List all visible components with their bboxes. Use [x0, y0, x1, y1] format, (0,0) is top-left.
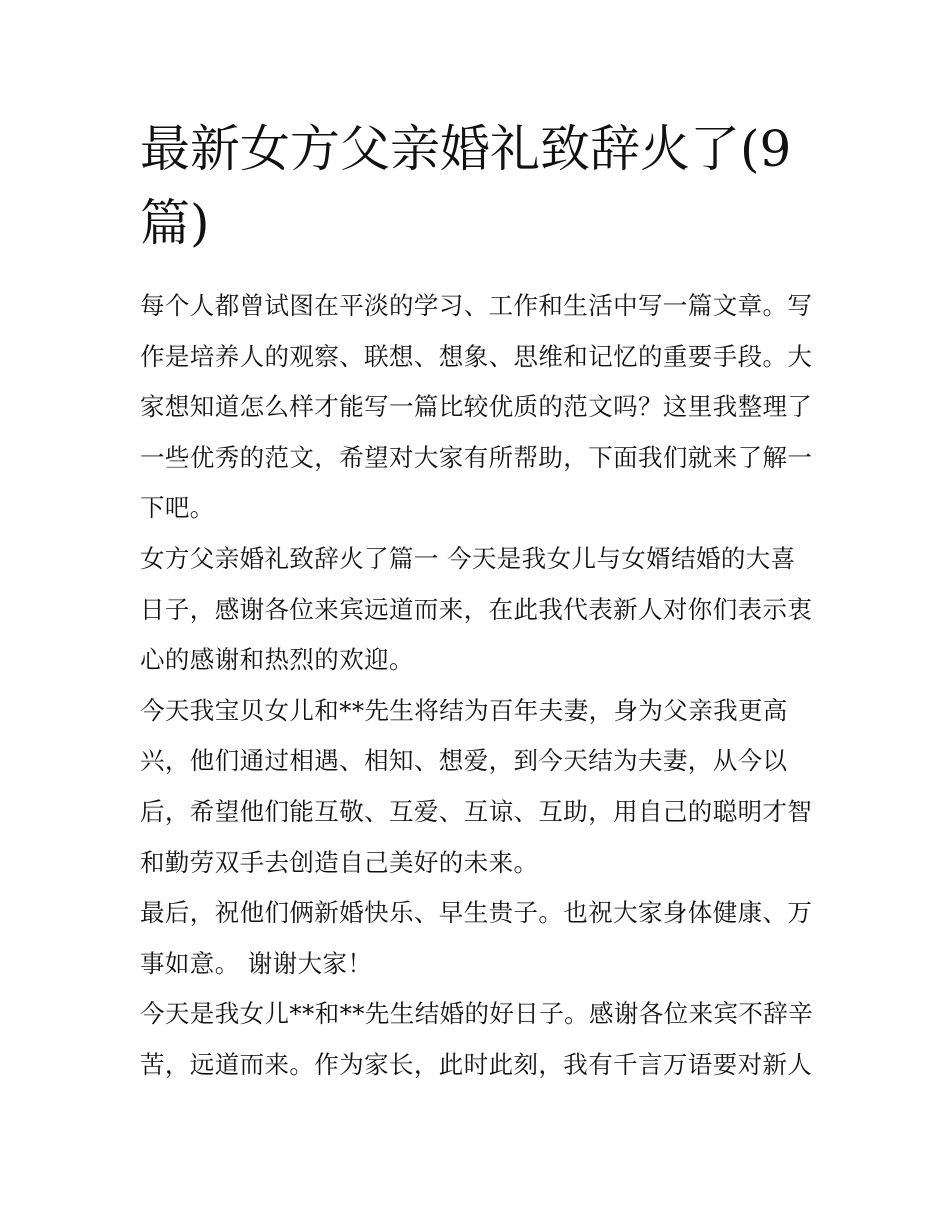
document-body	[140, 281, 815, 1091]
speech-paragraph-4: 今天是我女儿**和**先生结婚的好日子。感谢各位来宾不辞辛苦，远道而来。作为家长，此时此刻，我有千言万语要对新人	[140, 999, 814, 1079]
speech-paragraph-1: 女方父亲婚礼致辞火了篇一 今天是我女儿与女婿结婚的大喜日子，感谢各位来宾远道而来，在此我代表新人对你们表示衷心的感谢和热烈的欢迎。	[140, 543, 813, 675]
speech-paragraph-2: 今天我宝贝女儿和**先生将结为百年夫妻，身为父亲我更高兴，他们通过相遇、相知、想爱，到今天结为夫妻，从今以后，希望他们能互敬、互爱、互谅、互助，用自己的聪明才智和勤劳双手去创造自己美好的未来。	[140, 695, 813, 877]
document-title: 最新女方父亲婚礼致辞火了(9篇)	[140, 120, 792, 252]
intro-paragraph: 每个人都曾试图在平淡的学习、工作和生活中写一篇文章。写作是培养人的观察、联想、想象、思维和记忆的重要手段。大家想知道怎么样才能写一篇比较优质的范文吗？这里我整理了一些优秀的范文，希望对大家有所帮助，下面我们就来了解一下吧。	[140, 291, 813, 523]
speech-paragraph-3: 最后，祝他们俩新婚快乐、早生贵子。也祝大家身体健康、万事如意。 谢谢大家！	[140, 898, 813, 978]
